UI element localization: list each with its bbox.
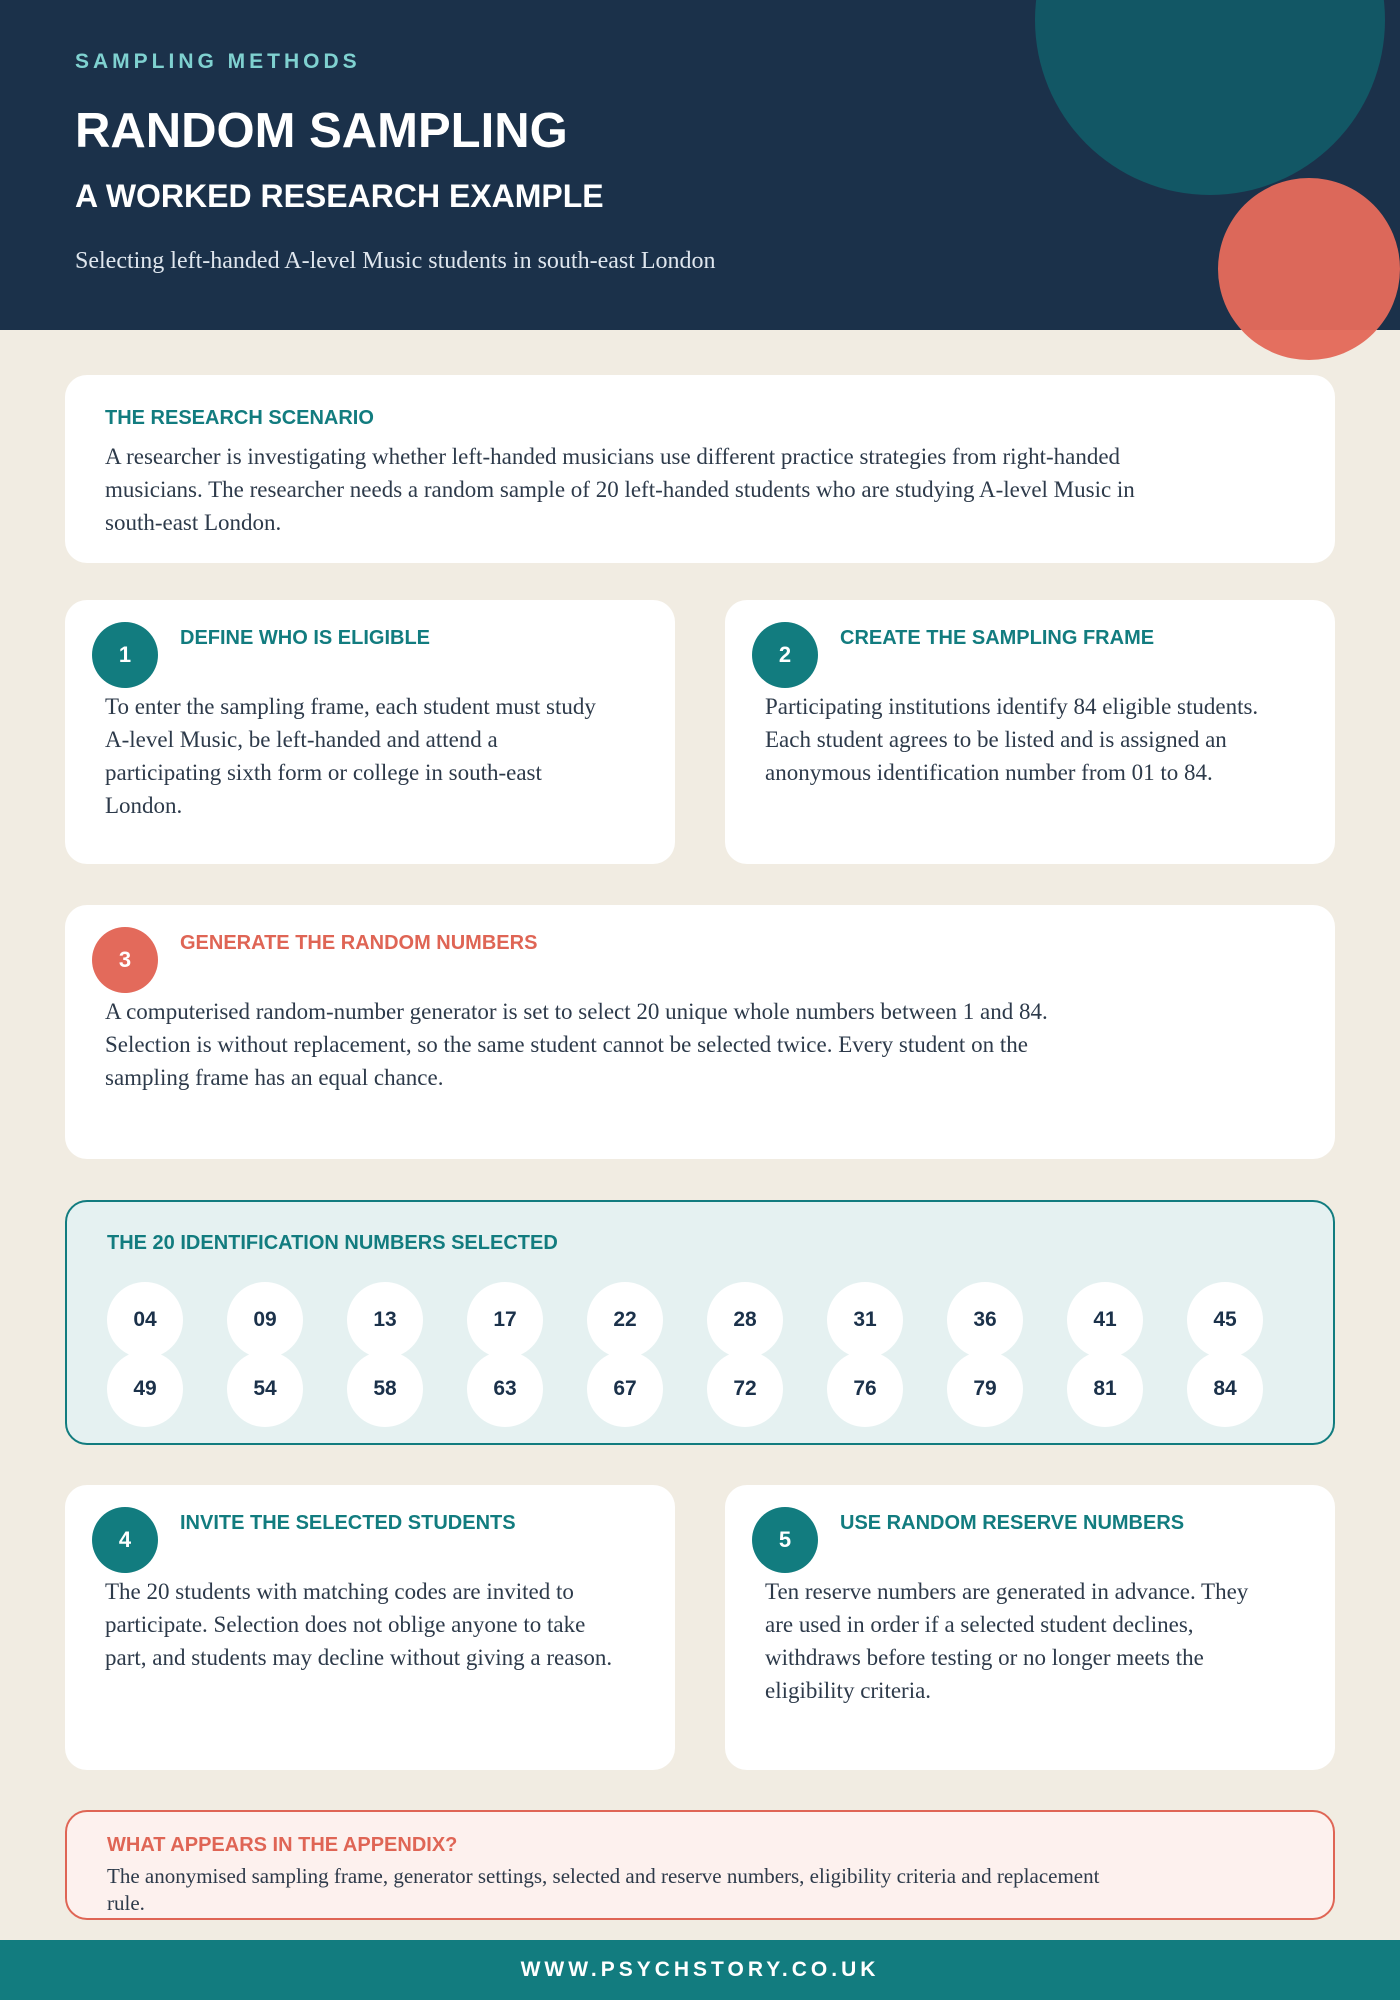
selected-heading: THE 20 IDENTIFICATION NUMBERS SELECTED <box>107 1232 558 1254</box>
page-subtitle: A WORKED RESEARCH EXAMPLE <box>75 178 604 214</box>
step-text: A computerised random-number generator is set to select 20 unique whole numbers between 1 and 84. Selection is without replacement, so the same student cannot be selected twice. Every student on the sampling frame has an equal chance. <box>105 999 1048 1090</box>
page-title: RANDOM SAMPLING <box>75 104 568 158</box>
scenario-text: A researcher is investigating whether left-handed musicians use different practice strategies from right-handed musicians. The researcher needs a random sample of 20 left-handed students who are studying A-level Music in south-east London. <box>105 444 1135 535</box>
selected-numbers-panel <box>65 1200 1335 1445</box>
step-text: Ten reserve numbers are generated in advance. They are used in order if a selected student declines, withdraws before testing or no longer meets the eligibility criteria. <box>765 1579 1249 1703</box>
footer-bar <box>0 1940 1400 2000</box>
step-number-badge: 4 <box>92 1507 158 1573</box>
header-banner <box>0 0 1400 330</box>
id-number-chip: 22 <box>587 1282 663 1358</box>
id-number-chip: 79 <box>947 1351 1023 1427</box>
step-heading: GENERATE THE RANDOM NUMBERS <box>180 932 538 954</box>
scenario-card <box>65 375 1335 563</box>
id-number-chip: 76 <box>827 1351 903 1427</box>
step-card-4 <box>65 1485 675 1770</box>
step-number-badge: 5 <box>752 1507 818 1573</box>
step-heading: CREATE THE SAMPLING FRAME <box>840 627 1155 649</box>
scenario-heading: THE RESEARCH SCENARIO <box>105 407 374 429</box>
decorative-teal-circle <box>1035 0 1385 195</box>
id-number-chip: 36 <box>947 1282 1023 1358</box>
id-number-chip: 09 <box>227 1282 303 1358</box>
appendix-heading: WHAT APPEARS IN THE APPENDIX? <box>107 1834 458 1856</box>
id-number-chip: 45 <box>1187 1282 1263 1358</box>
step-text: To enter the sampling frame, each student must study A-level Music, be left-handed and attend a participating sixth form or college in south-east London. <box>105 694 596 818</box>
id-number-chip: 67 <box>587 1351 663 1427</box>
id-number-chip: 81 <box>1067 1351 1143 1427</box>
page-lede: Selecting left-handed A-level Music students in south-east London <box>75 248 716 274</box>
id-number-chip: 28 <box>707 1282 783 1358</box>
appendix-callout <box>65 1810 1335 1920</box>
footer-url-link[interactable]: WWW.PSYCHSTORY.CO.UK <box>520 1958 880 1981</box>
step-text: The 20 students with matching codes are invited to participate. Selection does not oblige anyone to take part, and students may decline without giving a reason. <box>105 1579 613 1670</box>
appendix-text: The anonymised sampling frame, generator settings, selected and reserve numbers, eligibility criteria and replacement rule. <box>107 1864 1100 1915</box>
step-number-badge: 1 <box>92 622 158 688</box>
step-heading: DEFINE WHO IS ELIGIBLE <box>180 627 431 649</box>
step-number-badge: 3 <box>92 927 158 993</box>
id-number-chip: 58 <box>347 1351 423 1427</box>
eyebrow-label: SAMPLING METHODS <box>75 50 361 73</box>
id-number-chip: 31 <box>827 1282 903 1358</box>
step-card-5 <box>725 1485 1335 1770</box>
id-number-chip: 49 <box>107 1351 183 1427</box>
step-heading: USE RANDOM RESERVE NUMBERS <box>840 1512 1185 1534</box>
id-number-chip: 04 <box>107 1282 183 1358</box>
id-number-chip: 54 <box>227 1351 303 1427</box>
id-number-chip: 41 <box>1067 1282 1143 1358</box>
step-text: Participating institutions identify 84 eligible students. Each student agrees to be listed and is assigned an anonymous identification number from 01 to 84. <box>765 694 1259 785</box>
id-number-chip: 17 <box>467 1282 543 1358</box>
id-number-chip: 72 <box>707 1351 783 1427</box>
step-heading: INVITE THE SELECTED STUDENTS <box>180 1512 516 1534</box>
id-number-chip: 84 <box>1187 1351 1263 1427</box>
id-number-chip: 63 <box>467 1351 543 1427</box>
decorative-coral-circle <box>1218 178 1400 360</box>
step-card-3 <box>65 905 1335 1159</box>
step-card-2 <box>725 600 1335 864</box>
step-number-badge: 2 <box>752 622 818 688</box>
id-number-chip: 13 <box>347 1282 423 1358</box>
step-card-1 <box>65 600 675 864</box>
